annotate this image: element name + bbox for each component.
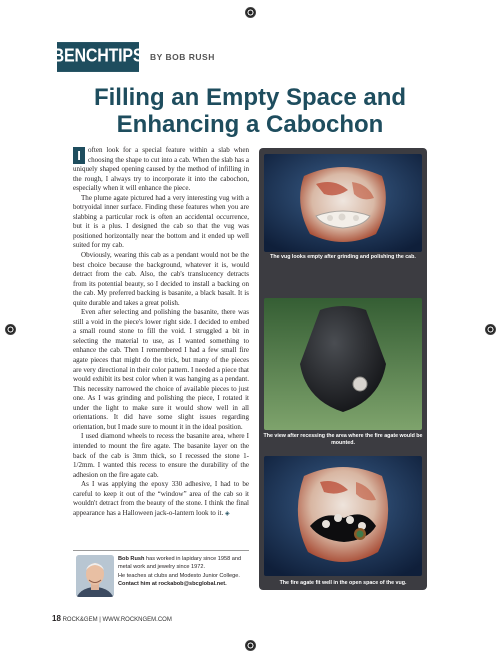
title-line-1: Filling an Empty Space and	[93, 84, 407, 111]
section-label: BENCHTIPS	[57, 42, 139, 72]
article-title	[57, 84, 443, 138]
author-contact: Contact him at rockabob@sbcglobal.net.	[118, 581, 227, 588]
photo-caption-3: The fire agate fit well in the open space of the vug.	[279, 580, 407, 586]
bio-text: Bob Rush has worked in lapidary since 1958 and metal work and jewelry since 1972. He teaches at clubs and Modesto Junior College. Contact him at rockabob@sbcglobal.net.	[118, 556, 242, 588]
magazine-name: ROCK&GEM	[62, 617, 98, 623]
registration-mark	[245, 640, 256, 651]
byline: BY BOB RUSH	[150, 52, 215, 62]
title-line-2: Enhancing a Cabochon	[116, 111, 384, 138]
paragraph: Even after selecting and polishing the basanite, there was still a void in the piece's lower right side. I decided to embed a small round stone to fill the void. I struggled a bit in selecting the material to use, as I wanted something to enhance the cab. Then I remembered I had a few small fire agate pieces that might do the trick, but many of the pieces are very directional in their color pattern. I needed a piece that would exhibit its best color when it was hanging as a pendant. This necessity narrowed the choice of available pieces to just one. As I was grinding and polishing the piece, I rotated it under the light to make sure it would show well in all orientations. It did have some slight issues regarding orientation, but I made sure to mount it in the ideal position.	[73, 308, 249, 431]
magazine-url: WWW.ROCKNGEM.COM	[102, 617, 172, 623]
cabochon-photo-2	[264, 298, 422, 430]
author-bio	[73, 550, 249, 603]
article-body	[73, 146, 249, 519]
author-name: Bob Rush	[118, 556, 145, 562]
cabochon-photo-3	[264, 456, 422, 576]
paragraph: I used diamond wheels to recess the basanite area, where I intended to mount the fire agate. The basanite layer on the back of the cab is 3mm thick, so I recessed the stone 1-1/2mm. I wanted this recess to ensure the durability of the adhesion on the fire agate cab.	[73, 432, 249, 479]
drop-cap: I	[73, 147, 85, 164]
author-photo	[76, 555, 114, 597]
paragraph: I often look for a special feature within a slab when choosing the shape to cut into a cab. When the slab has a uniquely shaped opening caused by the method of infilling in the rough, I always try to incorporate it into the cabochon, especially when it will enhance the piece.	[73, 146, 249, 193]
page-footer	[52, 614, 172, 623]
photo-panel	[259, 148, 427, 590]
registration-mark	[5, 324, 16, 335]
paragraph: As I was applying the epoxy 330 adhesive, I had to be careful to keep it out of the “window” area of the cab so it wouldn't detract from the beauty of the stone. I think the final appearance has a Halloween jack-o-lantern look to it. ◈	[73, 480, 249, 517]
registration-mark	[245, 7, 256, 18]
end-mark-icon: ◈	[225, 510, 230, 517]
photo-caption-1: The vug looks empty after grinding and polishing the cab.	[270, 254, 416, 260]
paragraph: The plume agate pictured had a very interesting vug with a botryoidal inner surface. Finding these features when you are slabbing a particular rock is often an accidental occurrence, but it is a plus. I designed the cab so that the vug was positioned horizontally near the bottom and it ended up well suited for my cab.	[73, 193, 249, 250]
footer-divider: |	[99, 617, 103, 623]
cabochon-photo-1	[264, 154, 422, 252]
page-number: 18	[52, 614, 61, 623]
paragraph: Obviously, wearing this cab as a pendant would not be the best choice because the background, whatever it is, would detract from the cab. Also, the cab's translucency detracts from its potential beauty, so I decided to install a backing on the cab. My preferred backing is basanite, a black basalt. It is quite durable and takes a great polish.	[73, 251, 249, 307]
registration-mark	[485, 324, 496, 335]
photo-caption-2: The view after recessing the area where the fire agate would be mounted.	[263, 433, 423, 447]
